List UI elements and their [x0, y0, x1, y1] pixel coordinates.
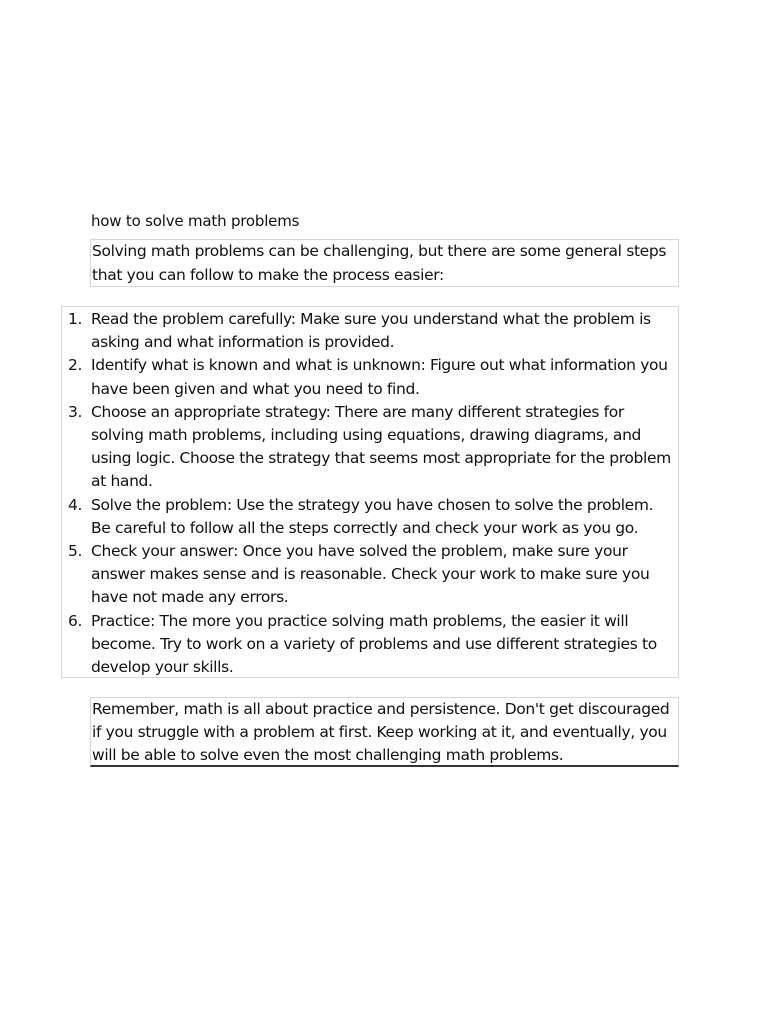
list-item-number: 6. — [68, 611, 83, 630]
list-item — [62, 540, 678, 610]
list-item — [62, 401, 678, 494]
document-title: how to solve math problems — [91, 212, 300, 230]
list-item — [62, 494, 678, 540]
list-item-text: Practice: The more you practice solving math problems, the easier it will become. Try to work on a variety of problems and use different strategies to develop your skills. — [91, 611, 657, 677]
list-item-text: Identify what is known and what is unknown: Figure out what information you have been given and what you need to find. — [91, 356, 668, 398]
steps-list — [62, 308, 678, 679]
list-item — [62, 354, 678, 400]
list-item-number: 5. — [68, 542, 83, 561]
list-item-number: 2. — [68, 356, 83, 375]
list-item-text: Solve the problem: Use the strategy you have chosen to solve the problem. Be careful to follow all the steps correctly and check your work as you go. — [91, 495, 654, 537]
steps-list-box — [61, 306, 679, 678]
list-item — [62, 308, 678, 354]
list-item-text: Read the problem carefully: Make sure you understand what the problem is asking and what information is provided. — [91, 310, 651, 352]
list-item-number: 1. — [68, 310, 83, 328]
list-item-number: 4. — [68, 495, 83, 514]
list-item-number: 3. — [68, 402, 83, 421]
list-item-text: Choose an appropriate strategy: There are many different strategies for solving math problems, including using equations, drawing diagrams, and using logic. Choose the strategy that seems most appropriate for the problem at hand. — [91, 402, 671, 491]
intro-paragraph: Solving math problems can be challenging, but there are some general steps that you can follow to make the process easier: — [90, 239, 679, 287]
list-item — [62, 610, 678, 680]
closing-paragraph: Remember, math is all about practice and persistence. Don't get discouraged if you struggle with a problem at first. Keep working at it, and eventually, you will be able to solve even the most challenging math problems. — [90, 697, 679, 767]
list-item-text: Check your answer: Once you have solved the problem, make sure your answer makes sense and is reasonable. Check your work to make sure you have not made any errors. — [91, 542, 650, 607]
